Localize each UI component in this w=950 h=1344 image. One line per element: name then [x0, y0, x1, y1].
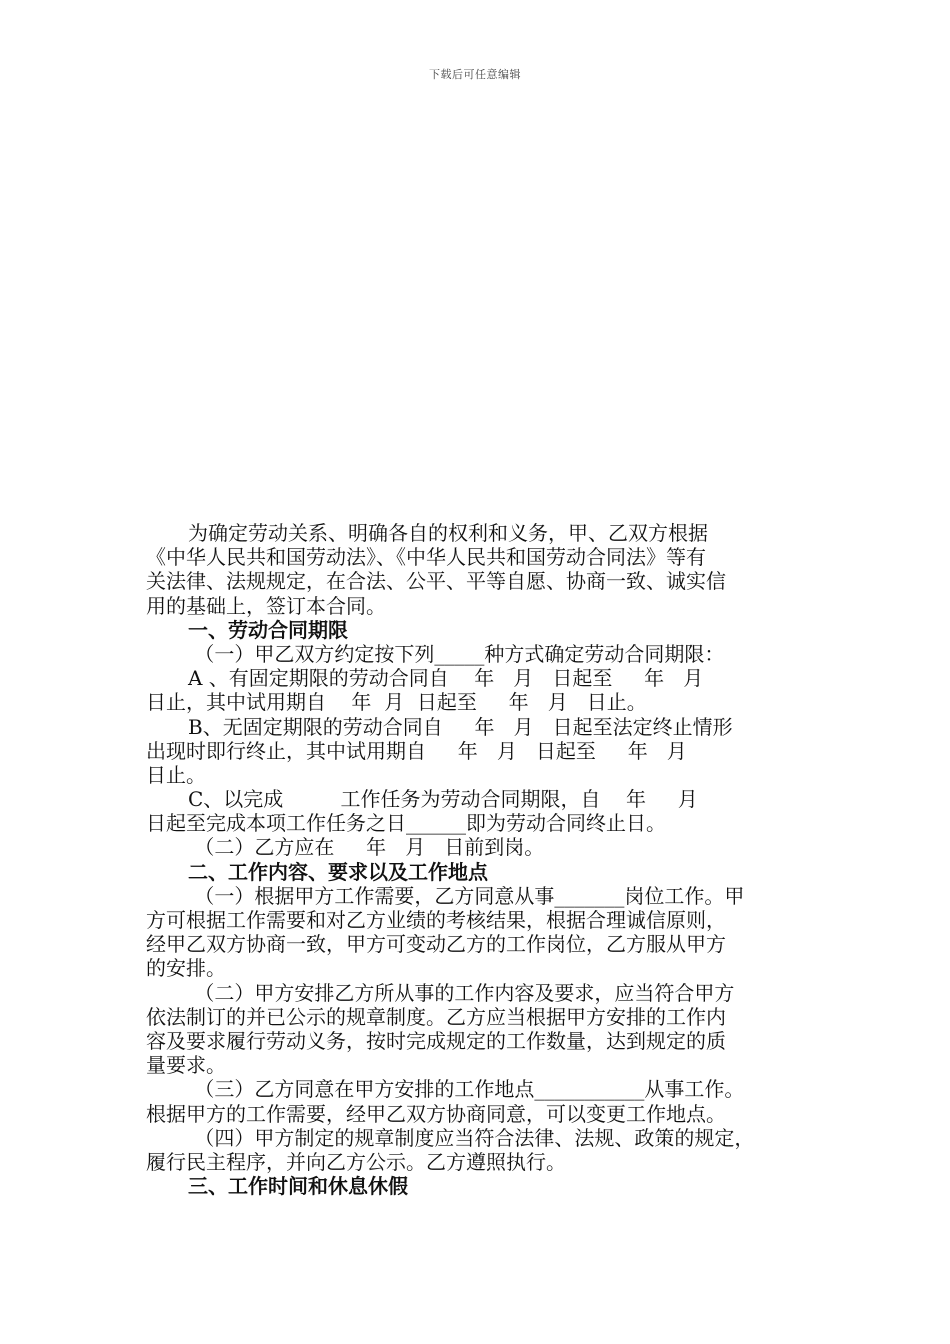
- intro-line-2: 《中华人民共和国劳动法》、《中华人民共和国劳动合同法》等有: [146, 545, 706, 570]
- intro-line-4: 用的基础上，签订本合同。: [146, 593, 386, 618]
- work-clause-4-cont: 履行民主程序，并向乙方公示。乙方遵照执行。: [146, 1149, 566, 1174]
- work-clause-1-cont-3: 的安排。: [146, 956, 226, 981]
- term-option-b-cont-1: 出现时即行终止，其中试用期自 年 月 日起至 年 月: [146, 738, 687, 763]
- intro-line-1: 为确定劳动关系、明确各自的权利和义务，甲、乙双方根据: [188, 521, 708, 545]
- page-header-note: 下载后可任意编辑: [429, 68, 521, 81]
- work-clause-4: （四）甲方制定的规章制度应当符合法律、法规、政策的规定，: [188, 1125, 755, 1150]
- work-clause-1-cont-2: 经甲乙双方协商一致，甲方可变动乙方的工作岗位，乙方服从甲方: [146, 932, 726, 957]
- work-clause-1-cont-1: 方可根据工作需要和对乙方业绩的考核结果，根据合理诚信原则，: [146, 908, 726, 932]
- work-clause-3-cont: 根据甲方的工作需要，经甲乙双方协商同意，可以变更工作地点。: [146, 1101, 726, 1126]
- term-option-c: C、以完成 工作任务为劳动合同期限，自 年 月: [188, 787, 698, 812]
- term-option-c-cont: 日起至完成本项工作任务之日______即为劳动合同终止日。: [146, 811, 666, 836]
- term-clause-1: （一）甲乙双方约定按下列_____种方式确定劳动合同期限：: [188, 641, 725, 666]
- work-clause-3: （三）乙方同意在甲方安排的工作地点___________从事工作。: [188, 1077, 745, 1102]
- work-clause-1: （一）根据甲方工作需要，乙方同意从事_______岗位工作。甲: [188, 883, 745, 908]
- work-clause-2-cont-2: 容及要求履行劳动义务，按时完成规定的工作数量，达到规定的质: [146, 1028, 726, 1053]
- section-heading-term: 一、劳动合同期限: [188, 617, 348, 642]
- term-clause-2: （二）乙方应在 年 月 日前到岗。: [188, 835, 545, 860]
- work-clause-2-cont-3: 量要求。: [146, 1053, 226, 1078]
- term-option-b: B、无固定期限的劳动合同自 年 月 日起至法定终止情形: [188, 714, 733, 739]
- intro-line-3: 关法律、法规规定，在合法、公平、平等自愿、协商一致、诚实信: [146, 569, 726, 594]
- work-clause-2: （二）甲方安排乙方所从事的工作内容及要求，应当符合甲方: [188, 980, 735, 1005]
- work-clause-2-cont-1: 依法制订的并已公示的规章制度。乙方应当根据甲方安排的工作内: [146, 1004, 726, 1029]
- contract-body: [146, 521, 806, 1198]
- section-heading-work: 二、工作内容、要求以及工作地点: [188, 859, 488, 884]
- term-option-b-cont-2: 日止。: [146, 762, 206, 787]
- section-heading-hours: 三、工作时间和休息休假: [188, 1174, 408, 1199]
- term-option-a: A 、有固定期限的劳动合同自 年 月 日起至 年 月: [188, 666, 704, 691]
- term-option-a-cont: 日止，其中试用期自 年 月 日起至 年 月 日止。: [146, 690, 647, 715]
